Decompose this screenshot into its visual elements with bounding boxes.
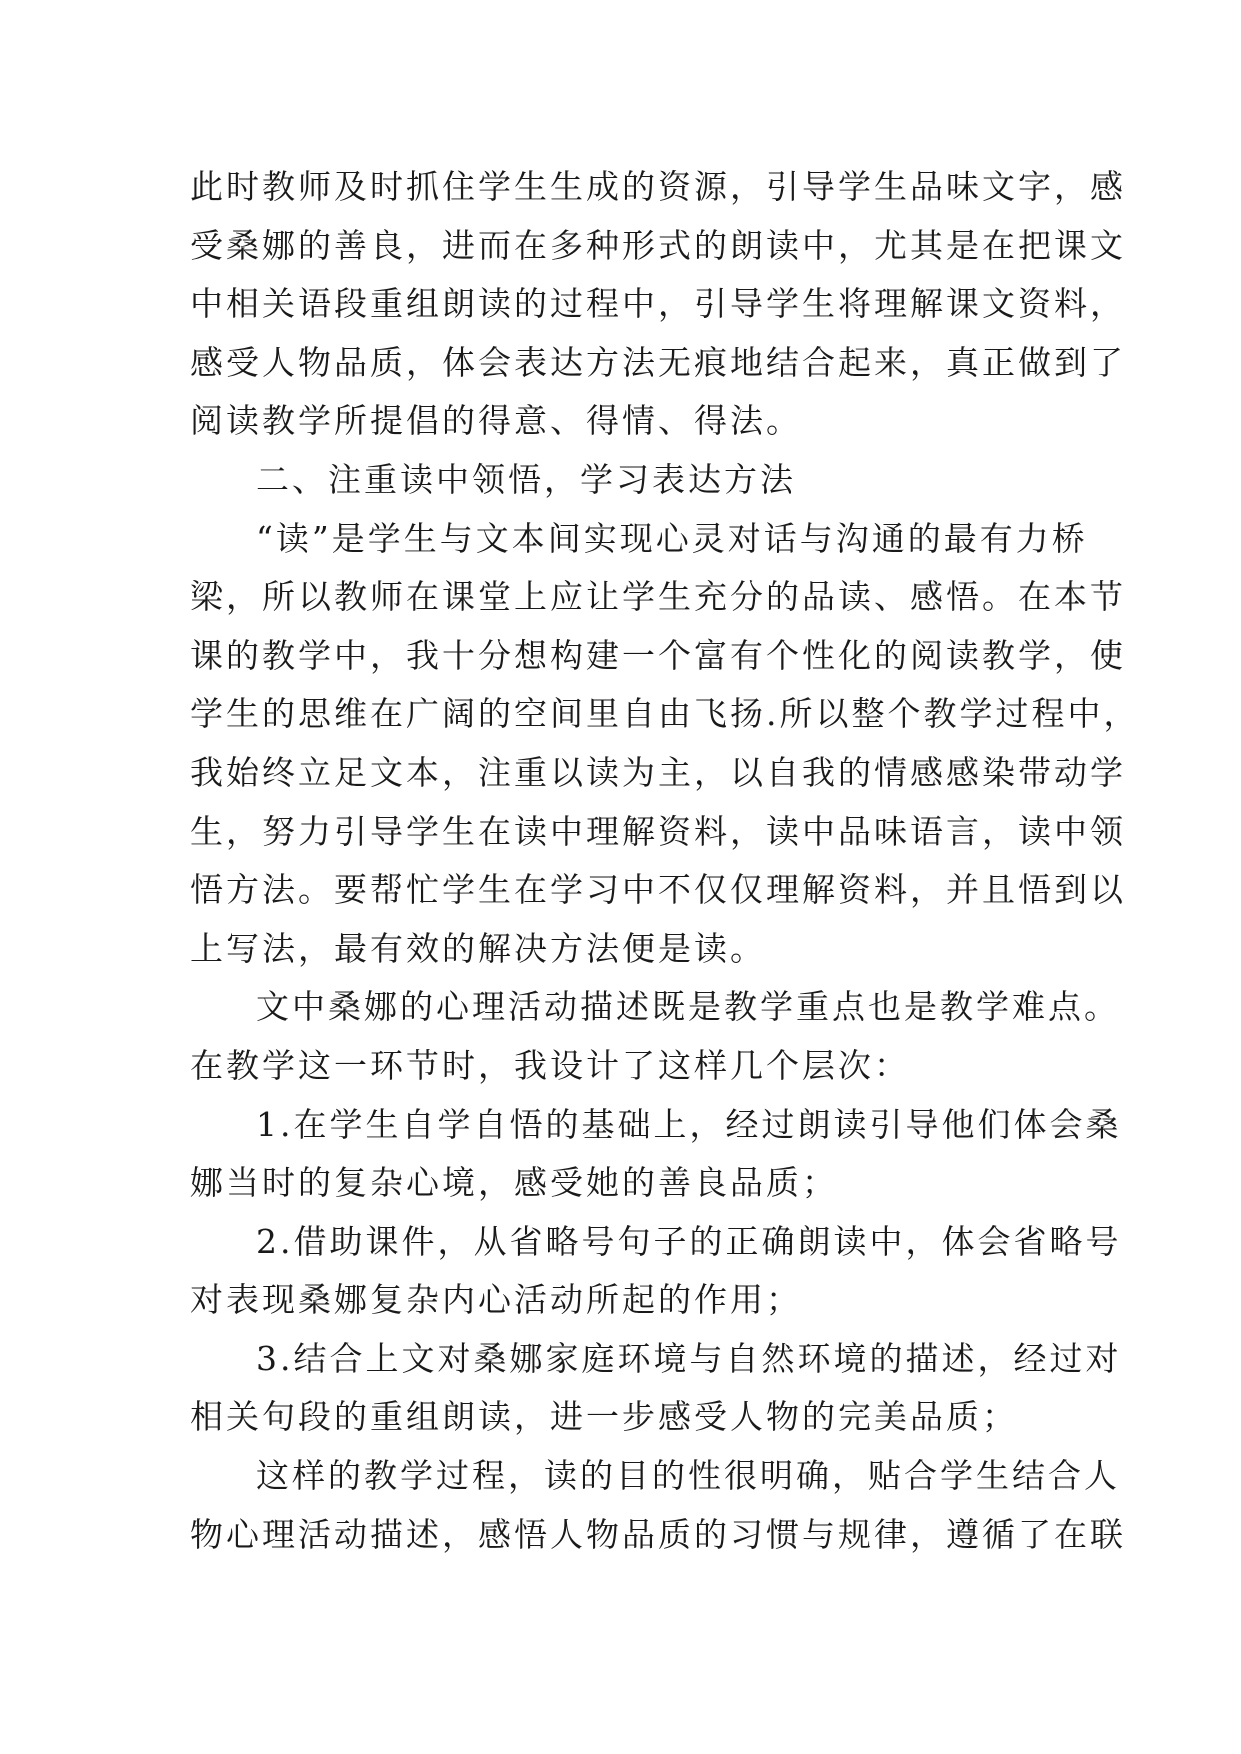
- text-line: 对表现桑娜复杂内心活动所起的作用；: [190, 1280, 802, 1320]
- text-line: 娜当时的复杂心境，感受她的善良品质；: [190, 1163, 838, 1203]
- text-line: 梁，所以教师在课堂上应让学生充分的品读、感悟。在本节: [190, 577, 1126, 617]
- text-line: 学生的思维在广阔的空间里自由飞扬.所以整个教学过程中，: [190, 694, 1140, 734]
- text-line: 1.在学生自学自悟的基础上，经过朗读引导他们体会桑: [256, 1104, 1122, 1144]
- text-line: 生，努力引导学生在读中理解资料，读中品味语言，读中领: [190, 811, 1126, 851]
- text-line: 课的教学中，我十分想构建一个富有个性化的阅读教学，使: [190, 635, 1126, 675]
- text-line: 文中桑娜的心理活动描述既是教学重点也是教学难点。: [256, 987, 1120, 1027]
- text-line: 我始终立足文本，注重以读为主，以自我的情感感染带动学: [190, 752, 1126, 792]
- text-line: 阅读教学所提倡的得意、得情、得法。: [190, 401, 802, 441]
- text-line: 受桑娜的善良，进而在多种形式的朗读中，尤其是在把课文: [190, 225, 1126, 265]
- text-line: 相关句段的重组朗读，进一步感受人物的完美品质；: [190, 1397, 1018, 1437]
- text-line: 在教学这一环节时，我设计了这样几个层次：: [190, 1045, 910, 1085]
- text-line: 这样的教学过程，读的目的性很明确，贴合学生结合人: [256, 1456, 1120, 1496]
- text-line: 2.借助课件，从省略号句子的正确朗读中，体会省略号: [256, 1221, 1122, 1261]
- text-line: 此时教师及时抓住学生生成的资源，引导学生品味文字，感: [190, 167, 1126, 206]
- text-line: 感受人物品质，体会表达方法无痕地结合起来，真正做到了: [190, 342, 1126, 382]
- text-line: 二、注重读中领悟，学习表达方法: [256, 459, 796, 499]
- text-line: “读”是学生与文本间实现心灵对话与沟通的最有力桥: [256, 518, 1088, 558]
- text-line: 上写法，最有效的解决方法便是读。: [190, 928, 766, 968]
- text-line: 3.结合上文对桑娜家庭环境与自然环境的描述，经过对: [256, 1338, 1122, 1378]
- text-line: 悟方法。要帮忙学生在学习中不仅仅理解资料，并且悟到以: [190, 870, 1126, 910]
- text-line: 物心理活动描述，感悟人物品质的习惯与规律，遵循了在联: [190, 1514, 1126, 1554]
- document-body: [190, 158, 1140, 1564]
- text-line: 中相关语段重组朗读的过程中，引导学生将理解课文资料，: [190, 284, 1126, 324]
